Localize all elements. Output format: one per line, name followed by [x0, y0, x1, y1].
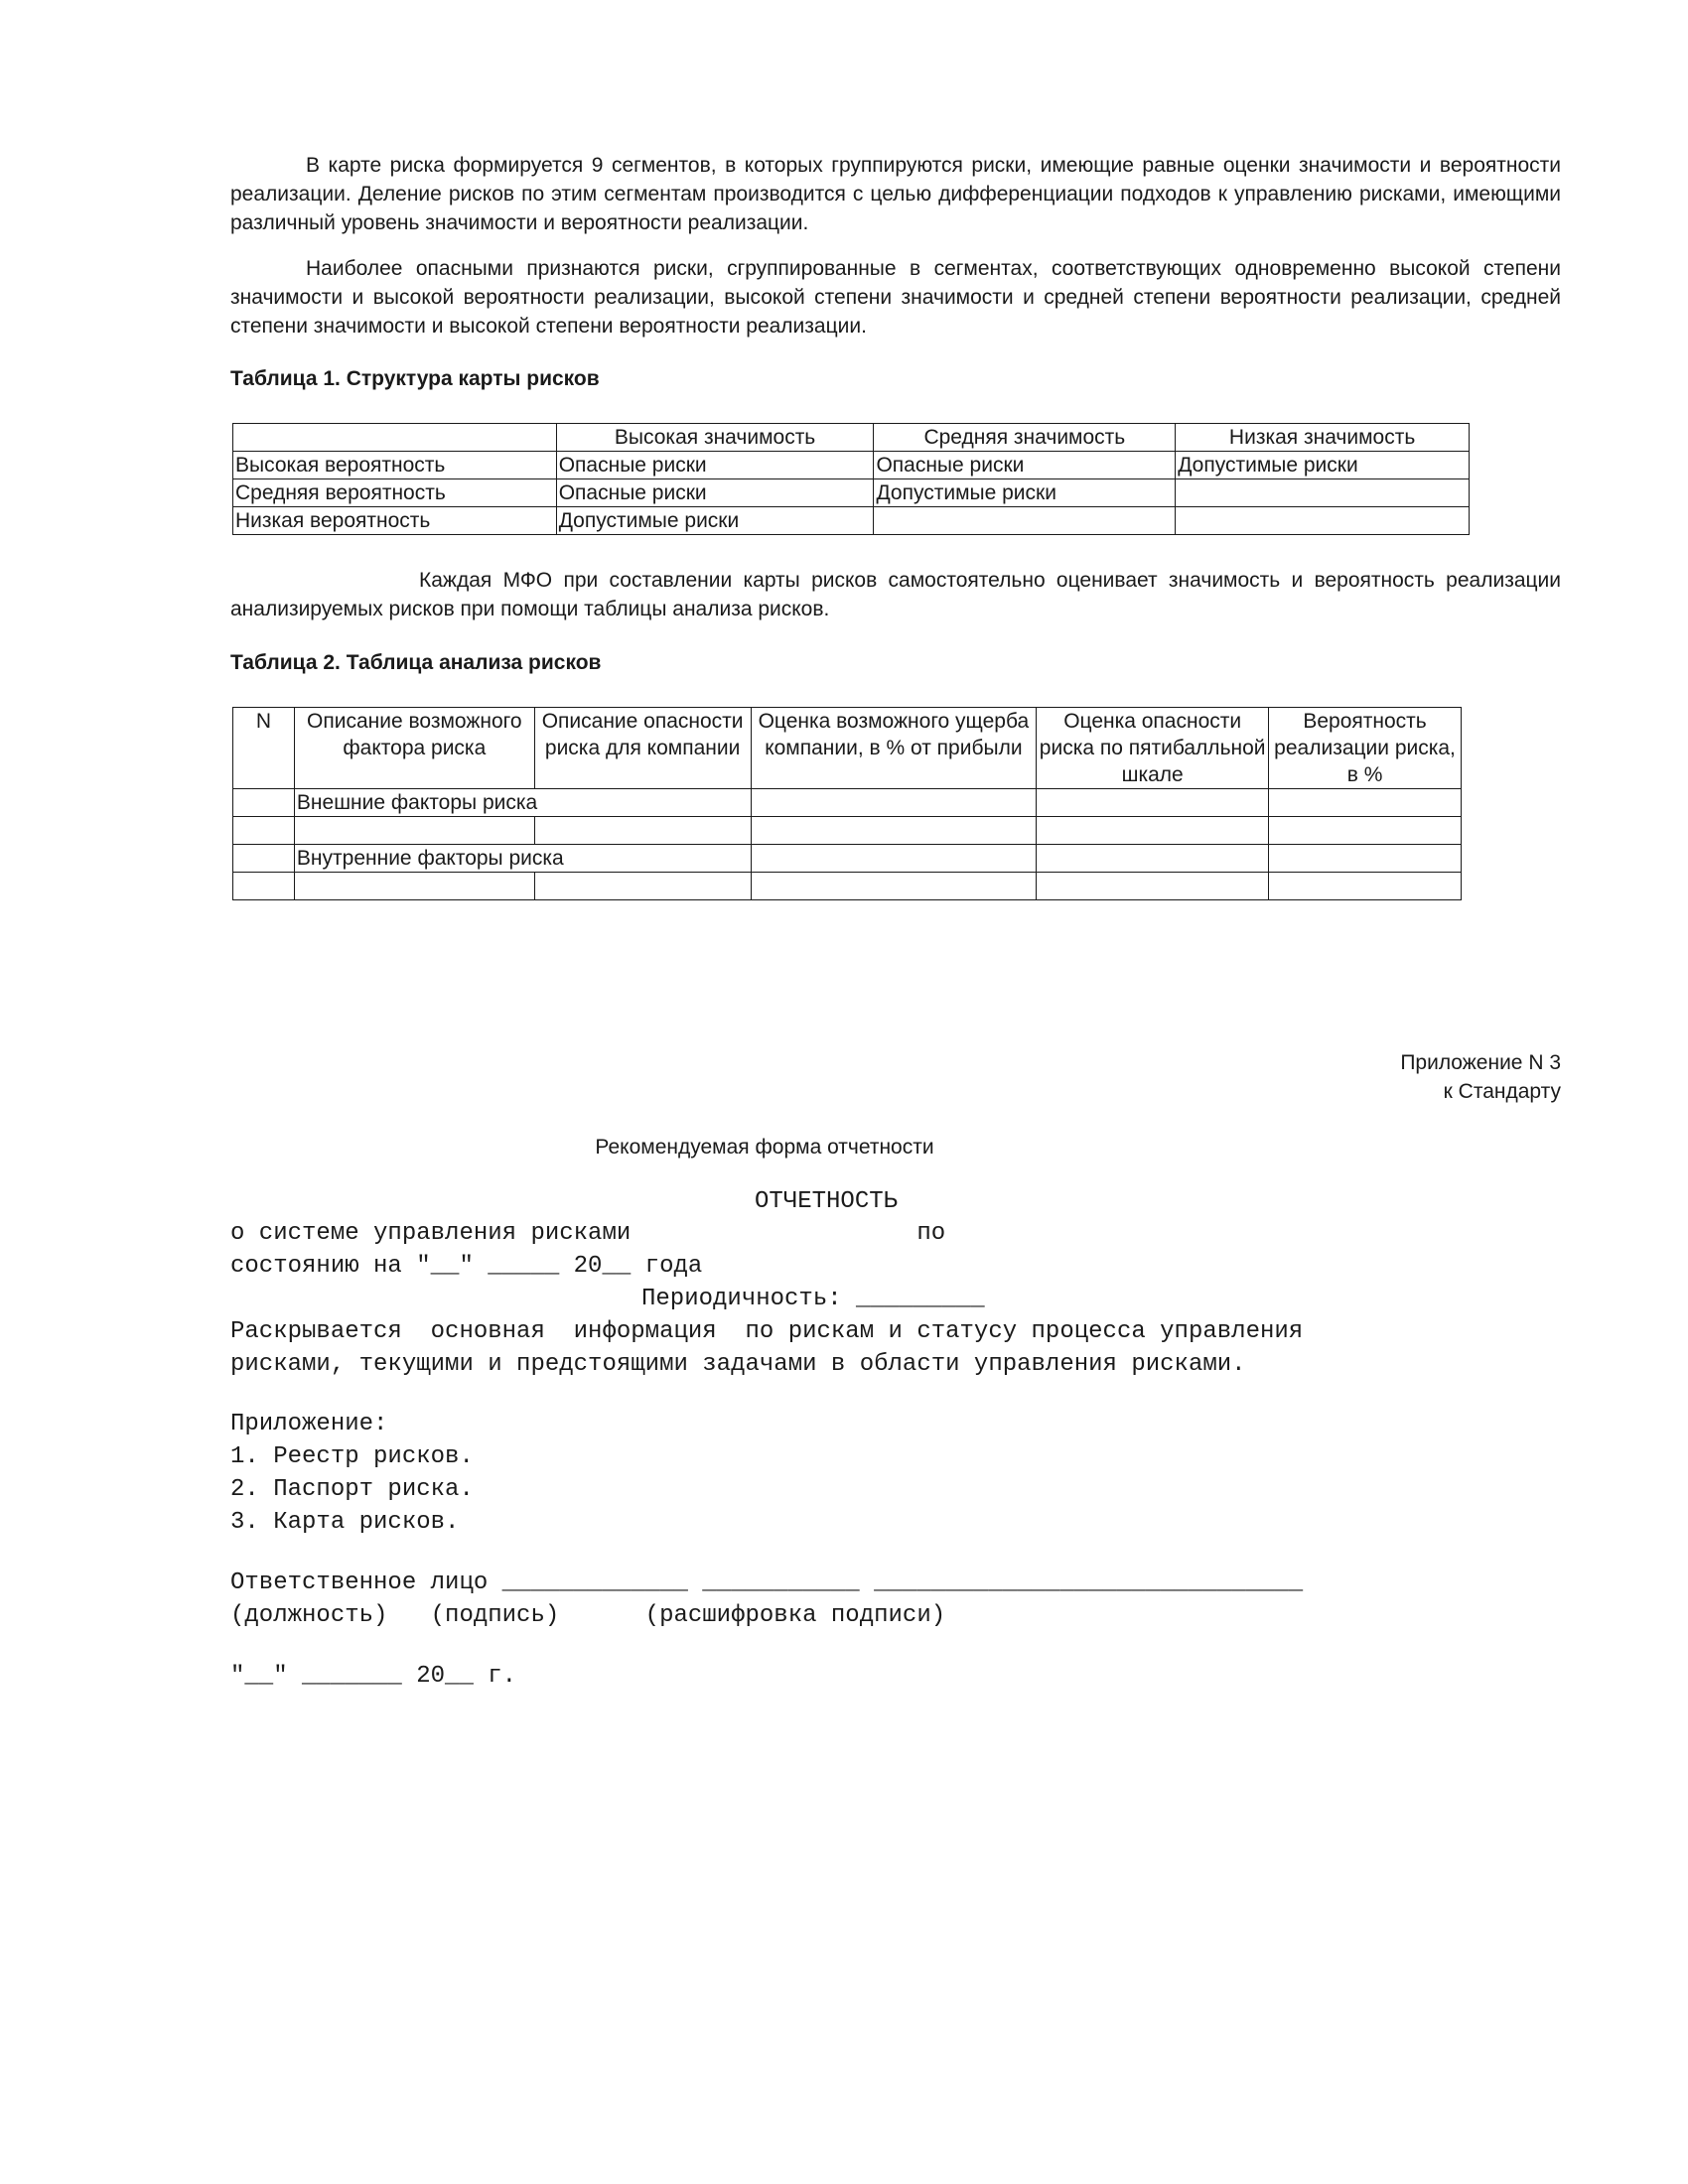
attachments-title: Приложение:	[230, 1411, 388, 1437]
table-header-cell: Описание опасности риска для компании	[534, 708, 751, 789]
table-cell	[751, 817, 1037, 845]
table2-title: Таблица 2. Таблица анализа рисков	[230, 651, 602, 674]
table-cell	[1037, 845, 1269, 873]
table-cell	[1269, 873, 1462, 900]
report-title: ОТЧЕТНОСТЬ	[755, 1188, 899, 1215]
appendix-label	[1400, 1048, 1561, 1106]
report-line-1: о системе управления рисками по	[230, 1220, 946, 1247]
attachment-item: 2. Паспорт риска.	[230, 1476, 474, 1503]
table-cell	[534, 817, 751, 845]
report-line-2: состоянию на "__" _____ 20__ года	[230, 1253, 703, 1280]
table-cell: Опасные риски	[556, 479, 874, 507]
table-header-cell: Описание возможного фактора риска	[294, 708, 534, 789]
responsible-person-line: Ответственное лицо _____________ ___________ ______________________________	[230, 1570, 1304, 1596]
table-cell	[233, 845, 295, 873]
table-cell	[751, 789, 1037, 817]
appendix-number: Приложение N 3	[1400, 1051, 1561, 1074]
table-cell	[294, 817, 534, 845]
table-header-cell: N	[233, 708, 295, 789]
table-group-cell: Внутренние факторы риска	[294, 845, 751, 873]
table-row	[233, 424, 1470, 452]
attachment-item: 1. Реестр рисков.	[230, 1443, 474, 1470]
table-cell	[1269, 845, 1462, 873]
table-cell: Высокая вероятность	[233, 452, 557, 479]
table-cell	[751, 873, 1037, 900]
table-cell: Опасные риски	[874, 452, 1176, 479]
form-title: Рекомендуемая форма отчетности	[595, 1136, 934, 1159]
table-cell	[1037, 789, 1269, 817]
signature-labels: (должность) (подпись) (расшифровка подписи)	[230, 1602, 946, 1629]
table-row	[233, 452, 1470, 479]
table-cell: Допустимые риски	[874, 479, 1176, 507]
table-cell	[1176, 479, 1470, 507]
attachment-item: 3. Карта рисков.	[230, 1509, 460, 1536]
table-cell: Допустимые риски	[1176, 452, 1470, 479]
table-cell: Опасные риски	[556, 452, 874, 479]
risk-analysis-table	[232, 707, 1462, 900]
appendix-standard: к Стандарту	[1443, 1080, 1561, 1103]
table-row	[233, 873, 1462, 900]
date-line: "__" _______ 20__ г.	[230, 1663, 517, 1690]
report-periodicity: Периодичность: _________	[641, 1286, 985, 1312]
risk-map-table	[232, 423, 1470, 535]
table-row	[233, 479, 1470, 507]
table-cell: Низкая вероятность	[233, 507, 557, 535]
table-cell	[294, 873, 534, 900]
table-cell	[874, 507, 1176, 535]
table-cell	[1037, 873, 1269, 900]
table-cell	[1269, 817, 1462, 845]
table-cell: Средняя вероятность	[233, 479, 557, 507]
table-row	[233, 507, 1470, 535]
paragraph-segments: В карте риска формируется 9 сегментов, в которых группируются риски, имеющие равные оценки значимости и вероятности реализации. Деление рисков по этим сегментам производится с целью дифференциации подходов к управлению рисками, имеющими различный уровень значимости и вероятности реализации.	[230, 154, 1561, 234]
table-cell	[534, 873, 751, 900]
paragraph-dangerous-risks: Наиболее опасными признаются риски, сгруппированные в сегментах, соответствующих одновременно высокой степени значимости и высокой вероятности реализации, высокой степени значимости и средней степени вероятности реализации, средней степени значимости и высокой степени вероятности реализации.	[230, 257, 1561, 338]
table-header-cell: Вероятность реализации риска, в %	[1269, 708, 1462, 789]
table-cell	[233, 817, 295, 845]
table-row	[233, 845, 1462, 873]
report-line-5: рисками, текущими и предстоящими задачами в области управления рисками.	[230, 1351, 1246, 1378]
table-header-cell: Средняя значимость	[874, 424, 1176, 452]
table-row	[233, 817, 1462, 845]
table-cell: Допустимые риски	[556, 507, 874, 535]
table-cell	[1269, 789, 1462, 817]
table1-title: Таблица 1. Структура карты рисков	[230, 367, 600, 390]
table-header-cell: Оценка возможного ущерба компании, в % от прибыли	[751, 708, 1037, 789]
table-cell	[1176, 507, 1470, 535]
table-header-cell: Оценка опасности риска по пятибалльной шкале	[1037, 708, 1269, 789]
report-line-4: Раскрывается основная информация по рискам и статусу процесса управления	[230, 1318, 1304, 1345]
table-cell	[751, 845, 1037, 873]
table-cell	[233, 789, 295, 817]
table-cell	[1037, 817, 1269, 845]
table-cell	[233, 873, 295, 900]
paragraph-risk-analysis: Каждая МФО при составлении карты рисков самостоятельно оценивает значимость и вероятность реализации анализируемых рисков при помощи таблицы анализа рисков.	[230, 569, 1561, 620]
table-row	[233, 789, 1462, 817]
table-header-cell: Высокая значимость	[556, 424, 874, 452]
table-row	[233, 708, 1462, 789]
table-header-cell: Низкая значимость	[1176, 424, 1470, 452]
table-group-cell: Внешние факторы риска	[294, 789, 751, 817]
table-cell	[233, 424, 557, 452]
